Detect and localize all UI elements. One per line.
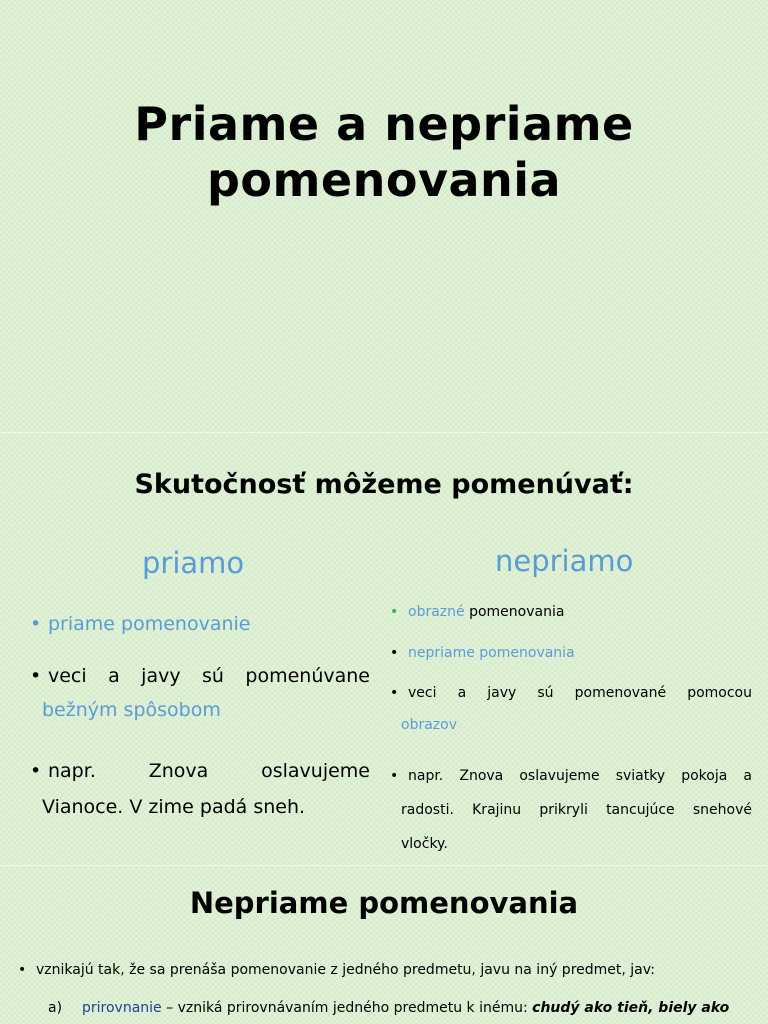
list-item-priklad-priamo: [30, 760, 370, 818]
bullet: •: [390, 685, 399, 701]
slide-skutocnost: [0, 433, 768, 865]
item-text: veci a javy sú pomenované pomocou: [408, 685, 752, 701]
item-text-continued-2: vločky.: [401, 836, 448, 852]
item-text: napr. Znova oslavujeme: [48, 760, 370, 782]
bullet: •: [18, 962, 27, 978]
main-title: [0, 96, 768, 208]
item-text: vznikajú tak, že sa prenáša pomenovanie z jedného predmetu, javu na iný predmet, jav:: [36, 962, 655, 978]
item-text: veci a javy sú pomenúvane: [48, 665, 370, 687]
column-header-priamo: priamo: [142, 546, 245, 580]
item-label: a): [48, 1000, 63, 1016]
list-item-priklad-nepriamo: [390, 759, 752, 861]
list-item-priame-pomenovanie: [30, 613, 250, 635]
item-text-continued-1: radosti. Krajinu prikryli tancujúce snehové: [401, 802, 752, 818]
bullet: •: [30, 760, 42, 782]
item-text: napr. Znova oslavujeme sviatky pokoja a: [408, 768, 752, 784]
bullet: •: [390, 768, 399, 784]
item-text: priame pomenovanie: [48, 613, 251, 635]
item-text-continued: Vianoce. V zime padá sneh.: [42, 796, 306, 818]
bullet: •: [30, 665, 42, 687]
main-title-line-2: pomenovania: [206, 153, 562, 207]
column-header-nepriamo: nepriamo: [495, 544, 634, 578]
slide-3-title: Nepriame pomenovania: [189, 886, 579, 920]
bullet: •: [30, 613, 42, 635]
item-text: nepriame pomenovania: [408, 645, 575, 661]
slide-heading: Skutočnosť môžeme pomenúvať:: [134, 469, 634, 500]
list-item-prirovnanie: [48, 1000, 729, 1016]
item-term: prirovnanie: [82, 1000, 162, 1016]
main-title-line-1: Priame a nepriame: [134, 97, 634, 151]
bullet: •: [390, 604, 399, 620]
bullet: •: [390, 645, 399, 661]
slide-nepriame-pomenovania: [0, 866, 768, 1024]
item-example: chudý ako tieň, biely ako: [532, 1000, 730, 1016]
list-item-nepriame-pomenovania: [390, 645, 575, 661]
slide-title: [0, 0, 768, 432]
list-item-obrazne: [390, 604, 564, 620]
item-text-colored: obrazné: [408, 604, 465, 620]
item-text: pomenovania: [464, 604, 565, 620]
item-text-highlight: obrazov: [401, 717, 457, 733]
list-item-vznikaju: [18, 962, 655, 978]
list-item-veci-a-javy: [30, 665, 370, 721]
item-text-highlight: bežným spôsobom: [42, 699, 221, 721]
list-item-pomocou-obrazov: [390, 685, 752, 733]
item-text: – vzniká prirovnávaním jedného predmetu k inému:: [161, 1000, 533, 1016]
